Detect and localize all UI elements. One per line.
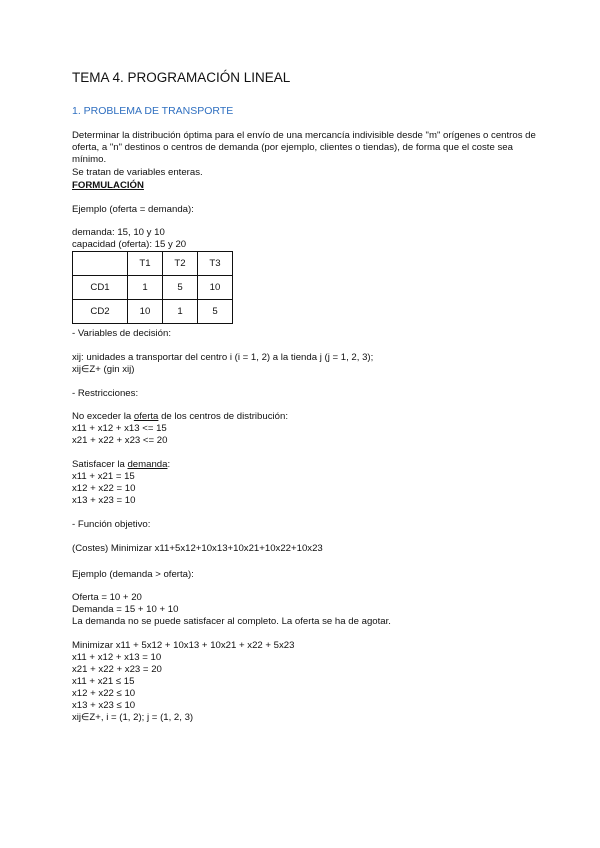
model-line: xij∈Z+, i = (1, 2); j = (1, 2, 3) <box>72 712 194 723</box>
section-heading: 1. PROBLEMA DE TRANSPORTE <box>72 105 234 117</box>
label-text: : <box>167 459 171 470</box>
intro-paragraph <box>72 130 542 179</box>
model-line: x21 + x22 + x23 = 20 <box>72 664 162 675</box>
intro-line: Se tratan de variables enteras. <box>72 166 203 178</box>
label-text: No exceder la <box>72 411 134 422</box>
decision-vars-line: xij∈Z+ (gin xij) <box>72 364 135 375</box>
constraint-line: x11 + x21 = 15 <box>72 471 135 482</box>
intro-line: oferta, a "n" destinos o centros de demanda (por ejemplo, clientes o tiendas), de forma que el coste sea mínimo. <box>72 142 513 166</box>
page-title: TEMA 4. PROGRAMACIÓN LINEAL <box>72 70 291 85</box>
restrictions-heading: - Restricciones: <box>72 388 139 399</box>
constraint-line: x21 + x22 + x23 <= 20 <box>72 435 168 446</box>
model-line: x13 + x23 ≤ 10 <box>72 700 136 711</box>
table-cell: 1 <box>128 276 163 300</box>
decision-vars-heading: - Variables de decisión: <box>72 328 172 339</box>
objective-heading: - Función objetivo: <box>72 519 151 530</box>
table-cell: 10 <box>128 300 163 324</box>
objective-line: (Costes) Minimizar x11+5x12+10x13+10x21+10x22+10x23 <box>72 543 323 554</box>
example2-line: Oferta = 10 + 20 <box>72 592 142 603</box>
formulation-heading: FORMULACIÓN <box>72 180 144 191</box>
table-cell: CD2 <box>73 300 128 324</box>
model-line: x11 + x21 ≤ 15 <box>72 676 135 687</box>
label-emphasis: demanda <box>127 459 168 470</box>
table-header-cell: T2 <box>163 252 198 276</box>
table-row <box>73 300 233 324</box>
decision-vars-line: xij: unidades a transportar del centro i (i = 1, 2) a la tienda j (j = 1, 2, 3); <box>72 352 374 363</box>
table-cell: CD1 <box>73 276 128 300</box>
table-row <box>73 276 233 300</box>
table-cell: 1 <box>163 300 198 324</box>
constraint-line: x11 + x12 + x13 <= 15 <box>72 423 167 434</box>
demand-constraint-label <box>72 459 170 471</box>
label-text: Satisfacer la <box>72 459 128 470</box>
distribution-cost-table <box>72 251 233 324</box>
example2-line: Demanda = 15 + 10 + 10 <box>72 604 179 615</box>
supply-constraint-label <box>72 411 288 423</box>
table-cell: 5 <box>163 276 198 300</box>
intro-line: Determinar la distribución óptima para el envío de una mercancía indivisible desde "m" orígenes o centros de <box>72 130 536 141</box>
table-header-row <box>73 252 233 276</box>
table-header-cell: T3 <box>198 252 233 276</box>
table-header-cell: T1 <box>128 252 163 276</box>
example1-heading: Ejemplo (oferta = demanda): <box>72 204 194 215</box>
model-line: x11 + x12 + x13 = 10 <box>72 652 162 663</box>
label-emphasis: oferta <box>133 411 159 422</box>
table-cell: 5 <box>198 300 233 324</box>
table-cell: 10 <box>198 276 233 300</box>
example1-demand: demanda: 15, 10 y 10 <box>72 227 165 238</box>
label-text: de los centros de distribución: <box>158 411 288 422</box>
constraint-line: x12 + x22 = 10 <box>72 483 136 494</box>
example1-capacity: capacidad (oferta): 15 y 20 <box>72 239 187 250</box>
example2-line: La demanda no se puede satisfacer al completo. La oferta se ha de agotar. <box>72 616 391 627</box>
model-line: x12 + x22 ≤ 10 <box>72 688 136 699</box>
table-header-cell <box>73 252 128 276</box>
model-line: Minimizar x11 + 5x12 + 10x13 + 10x21 + x22 + 5x23 <box>72 640 295 651</box>
example2-heading: Ejemplo (demanda > oferta): <box>72 569 194 580</box>
constraint-line: x13 + x23 = 10 <box>72 495 136 506</box>
